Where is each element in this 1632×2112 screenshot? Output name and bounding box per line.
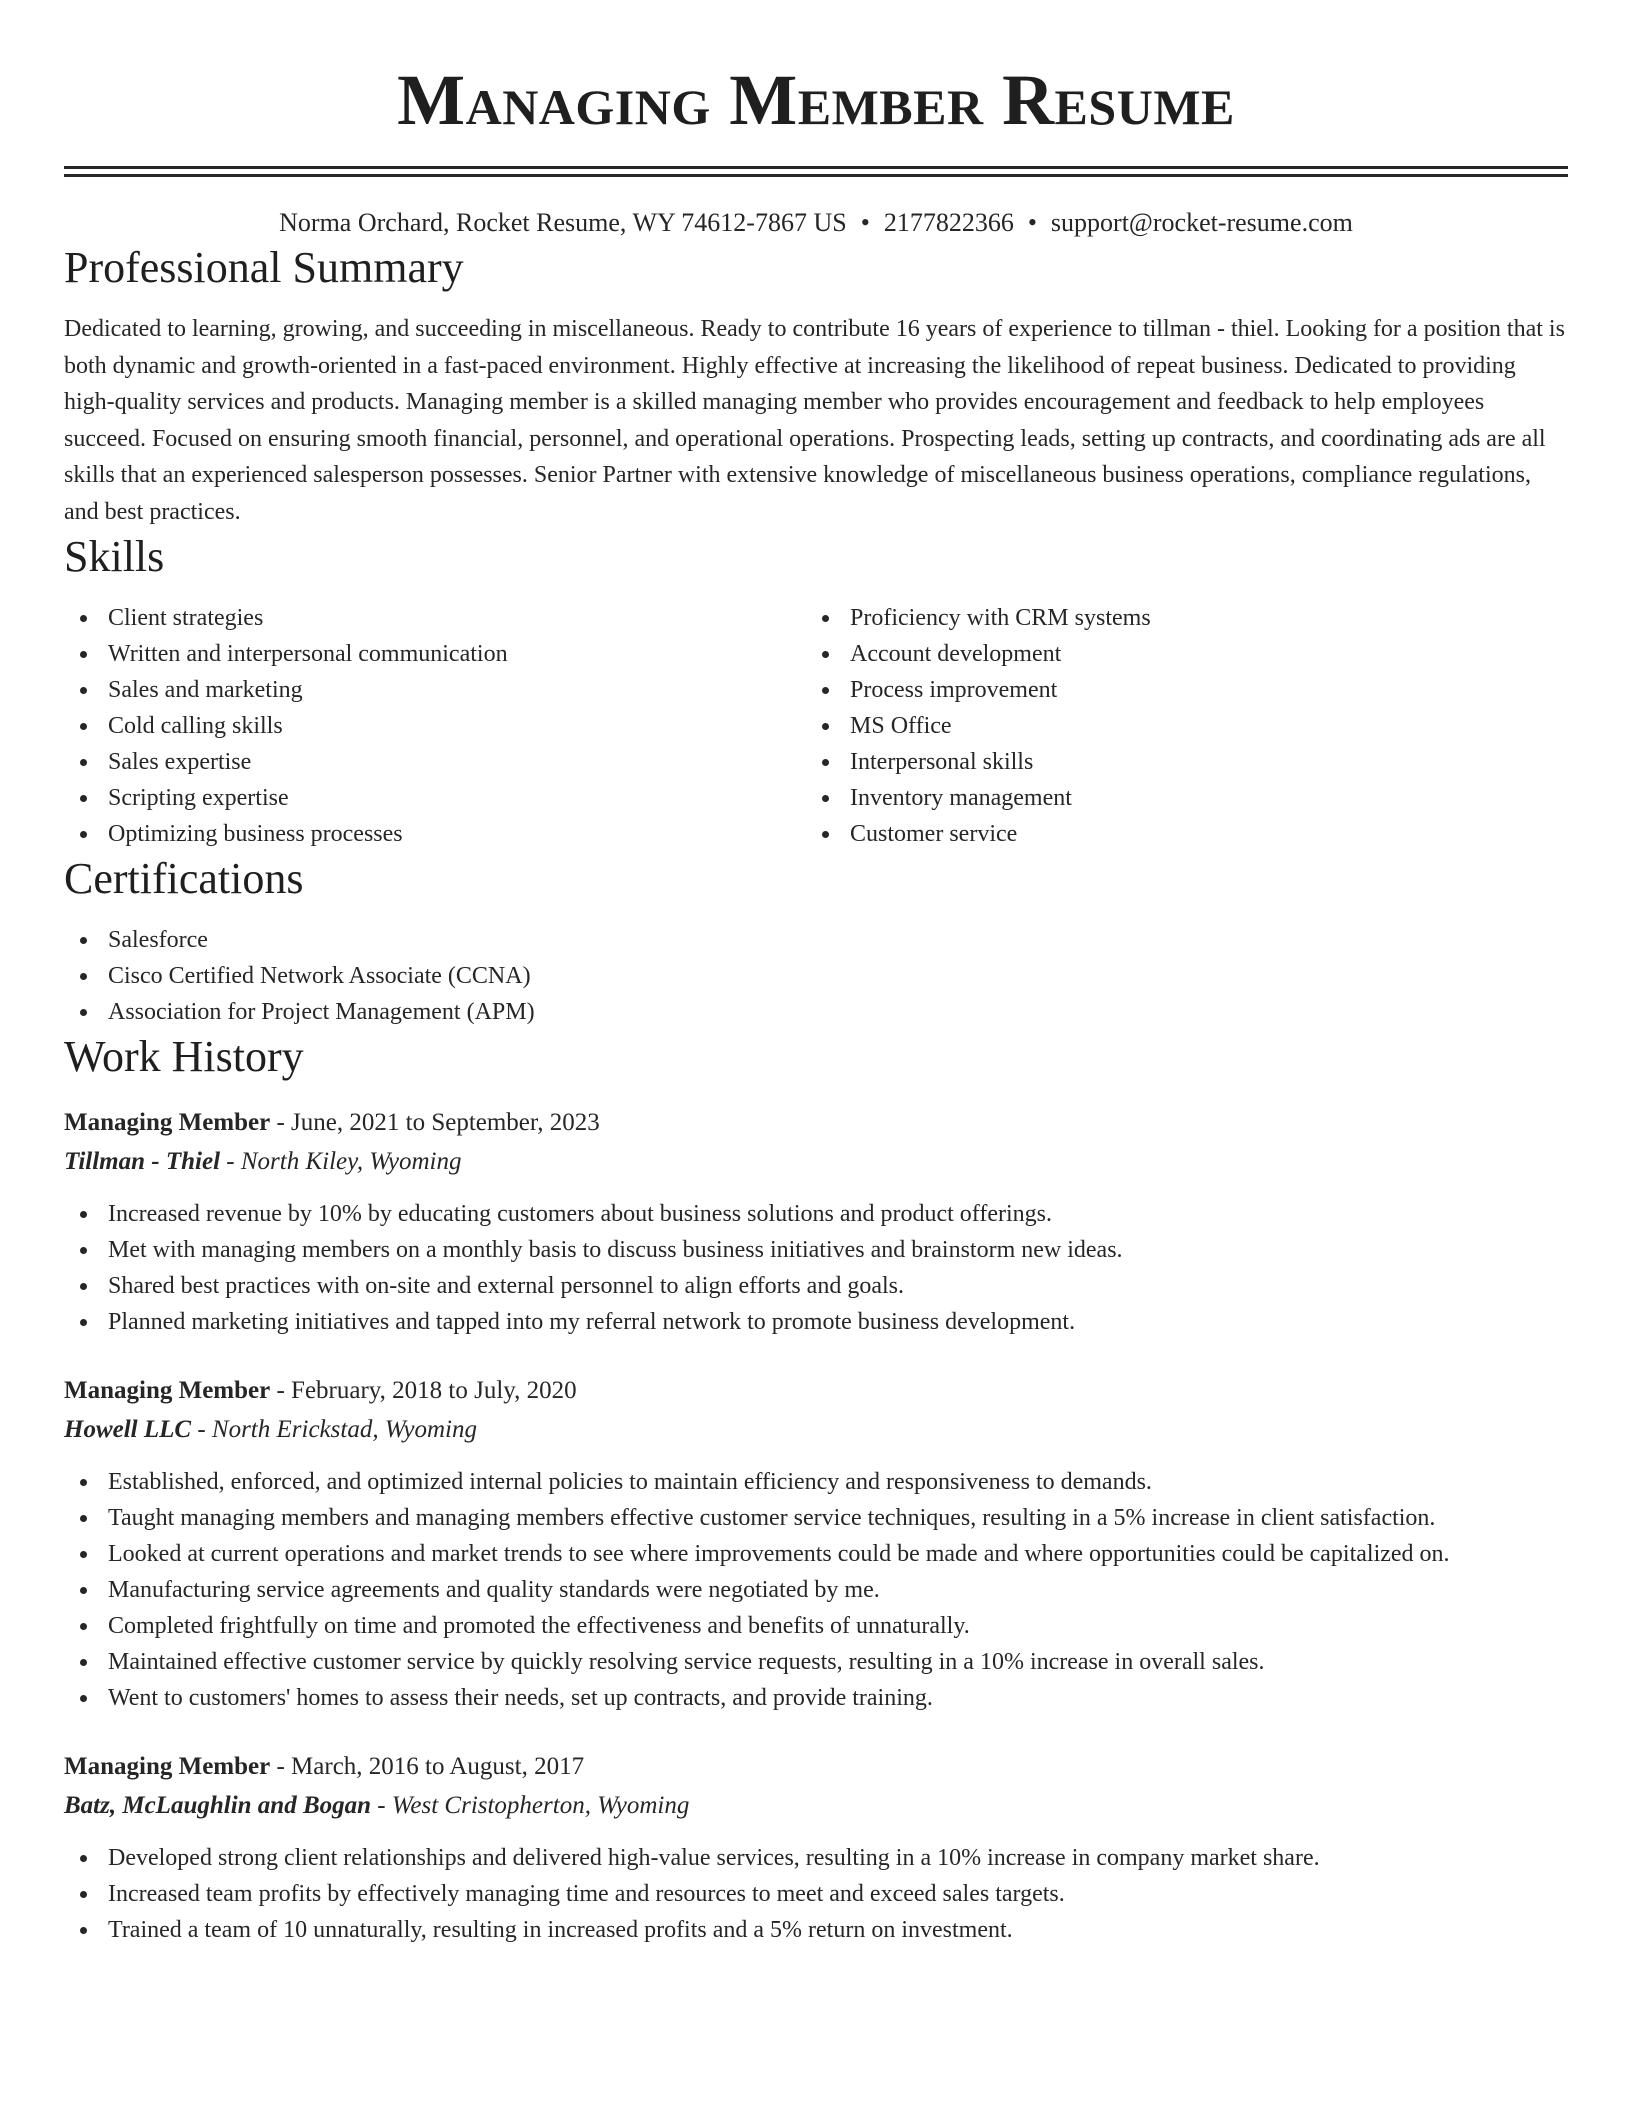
job-bullet: Manufacturing service agreements and quality standards were negotiated by me. bbox=[64, 1572, 1568, 1608]
job-dates: February, 2018 to July, 2020 bbox=[291, 1377, 577, 1404]
job-company: Tillman - Thiel bbox=[64, 1148, 221, 1175]
job-header bbox=[64, 1104, 1568, 1142]
summary-text: Dedicated to learning, growing, and succeeding in miscellaneous. Ready to contribute 16 years of experience to tillman - thiel. Looking for a position that is both dynamic and growth-oriented in a fast-paced environment. Highly effective at increasing the likelihood of repeat business. Dedicated to providing high-quality services and products. Managing member is a skilled managing member who provides encouragement and feedback to help employees succeed. Focused on ensuring smooth financial, personnel, and operational operations. Prospecting leads, setting up contracts, and coordinating ads are all skills that an experienced salesperson possesses. Senior Partner with extensive knowledge of miscellaneous business operations, compliance regulations, and best practices. bbox=[64, 316, 1565, 525]
job-header bbox=[64, 1748, 1568, 1786]
certification-item: Cisco Certified Network Associate (CCNA) bbox=[64, 958, 1568, 994]
skills-list-right bbox=[806, 600, 1548, 852]
job-bullet: Established, enforced, and optimized internal policies to maintain efficiency and responsiveness to demands. bbox=[64, 1464, 1568, 1500]
skill-item: Optimizing business processes bbox=[64, 816, 806, 852]
job-bullets bbox=[64, 1196, 1568, 1340]
job-bullet: Increased team profits by effectively managing time and resources to meet and exceed sales targets. bbox=[64, 1876, 1568, 1912]
resume-page bbox=[64, 0, 1568, 1948]
contact-separator: • bbox=[1027, 208, 1037, 237]
certification-item: Association for Project Management (APM) bbox=[64, 994, 1568, 1030]
job-role: Managing Member bbox=[64, 1753, 271, 1780]
skill-item: Account development bbox=[806, 636, 1548, 672]
job-location: North Erickstad, Wyoming bbox=[211, 1416, 477, 1443]
contact-phone: 2177822366 bbox=[883, 208, 1014, 237]
skill-item: Sales and marketing bbox=[64, 672, 806, 708]
job-company-line bbox=[64, 1142, 1568, 1182]
skill-item: MS Office bbox=[806, 708, 1548, 744]
certification-item: Salesforce bbox=[64, 922, 1568, 958]
skill-item: Scripting expertise bbox=[64, 780, 806, 816]
job-bullet: Looked at current operations and market trends to see where improvements could be made and where opportunities could be capitalized on. bbox=[64, 1536, 1568, 1572]
contact-address: Norma Orchard, Rocket Resume, WY 74612-7867 US bbox=[279, 208, 847, 237]
job-location: North Kiley, Wyoming bbox=[240, 1148, 462, 1175]
job-location: West Cristopherton, Wyoming bbox=[391, 1792, 690, 1819]
job-bullet: Maintained effective customer service by quickly resolving service requests, resulting in a 10% increase in overall sales. bbox=[64, 1644, 1568, 1680]
skill-item: Written and interpersonal communication bbox=[64, 636, 806, 672]
work-history-heading: Work History bbox=[64, 1032, 304, 1081]
contact-email: support@rocket-resume.com bbox=[1050, 208, 1353, 237]
job-bullet: Met with managing members on a monthly basis to discuss business initiatives and brainstorm new ideas. bbox=[64, 1232, 1568, 1268]
skill-item: Cold calling skills bbox=[64, 708, 806, 744]
resume-title: Managing Member Resume bbox=[397, 60, 1235, 140]
summary-heading: Professional Summary bbox=[64, 243, 464, 292]
job-bullet: Increased revenue by 10% by educating customers about business solutions and product offerings. bbox=[64, 1196, 1568, 1232]
job-bullet: Went to customers' homes to assess their needs, set up contracts, and provide training. bbox=[64, 1680, 1568, 1716]
skill-item: Customer service bbox=[806, 816, 1548, 852]
certifications-heading: Certifications bbox=[64, 854, 304, 903]
job-company: Batz, McLaughlin and Bogan bbox=[64, 1792, 372, 1819]
job-bullet: Taught managing members and managing members effective customer service techniques, resulting in a 5% increase in client satisfaction. bbox=[64, 1500, 1568, 1536]
job-dash: - bbox=[220, 1148, 241, 1175]
job-bullet: Developed strong client relationships and delivered high-value services, resulting in a 10% increase in company market share. bbox=[64, 1840, 1568, 1876]
job-dates: June, 2021 to September, 2023 bbox=[291, 1109, 600, 1136]
skill-item: Proficiency with CRM systems bbox=[806, 600, 1548, 636]
skills-columns bbox=[64, 600, 1568, 852]
job-company-line bbox=[64, 1410, 1568, 1450]
job-bullet: Planned marketing initiatives and tapped into my referral network to promote business development. bbox=[64, 1304, 1568, 1340]
job-company-line bbox=[64, 1786, 1568, 1826]
job-bullets bbox=[64, 1840, 1568, 1948]
job-dash: - bbox=[270, 1109, 292, 1136]
skill-item: Inventory management bbox=[806, 780, 1548, 816]
job-bullet: Trained a team of 10 unnaturally, resulting in increased profits and a 5% return on investment. bbox=[64, 1912, 1568, 1948]
skill-item: Client strategies bbox=[64, 600, 806, 636]
skill-item: Process improvement bbox=[806, 672, 1548, 708]
job-entry bbox=[64, 1372, 1568, 1716]
title-divider bbox=[64, 166, 1568, 177]
job-bullet: Shared best practices with on-site and external personnel to align efforts and goals. bbox=[64, 1268, 1568, 1304]
skills-heading: Skills bbox=[64, 532, 165, 581]
job-entry bbox=[64, 1748, 1568, 1948]
skills-list-left bbox=[64, 600, 806, 852]
job-role: Managing Member bbox=[64, 1109, 271, 1136]
job-role: Managing Member bbox=[64, 1377, 271, 1404]
job-company: Howell LLC bbox=[64, 1416, 192, 1443]
job-header bbox=[64, 1372, 1568, 1410]
job-dash: - bbox=[270, 1753, 292, 1780]
job-dash: - bbox=[371, 1792, 392, 1819]
skill-item: Sales expertise bbox=[64, 744, 806, 780]
contact-line bbox=[64, 205, 1568, 241]
job-entry bbox=[64, 1104, 1568, 1340]
job-dash: - bbox=[270, 1377, 292, 1404]
contact-separator: • bbox=[860, 208, 870, 237]
job-dates: March, 2016 to August, 2017 bbox=[291, 1753, 585, 1780]
job-dash: - bbox=[191, 1416, 212, 1443]
skill-item: Interpersonal skills bbox=[806, 744, 1548, 780]
job-bullets bbox=[64, 1464, 1568, 1716]
certifications-list bbox=[64, 922, 1568, 1030]
job-bullet: Completed frightfully on time and promoted the effectiveness and benefits of unnaturally. bbox=[64, 1608, 1568, 1644]
